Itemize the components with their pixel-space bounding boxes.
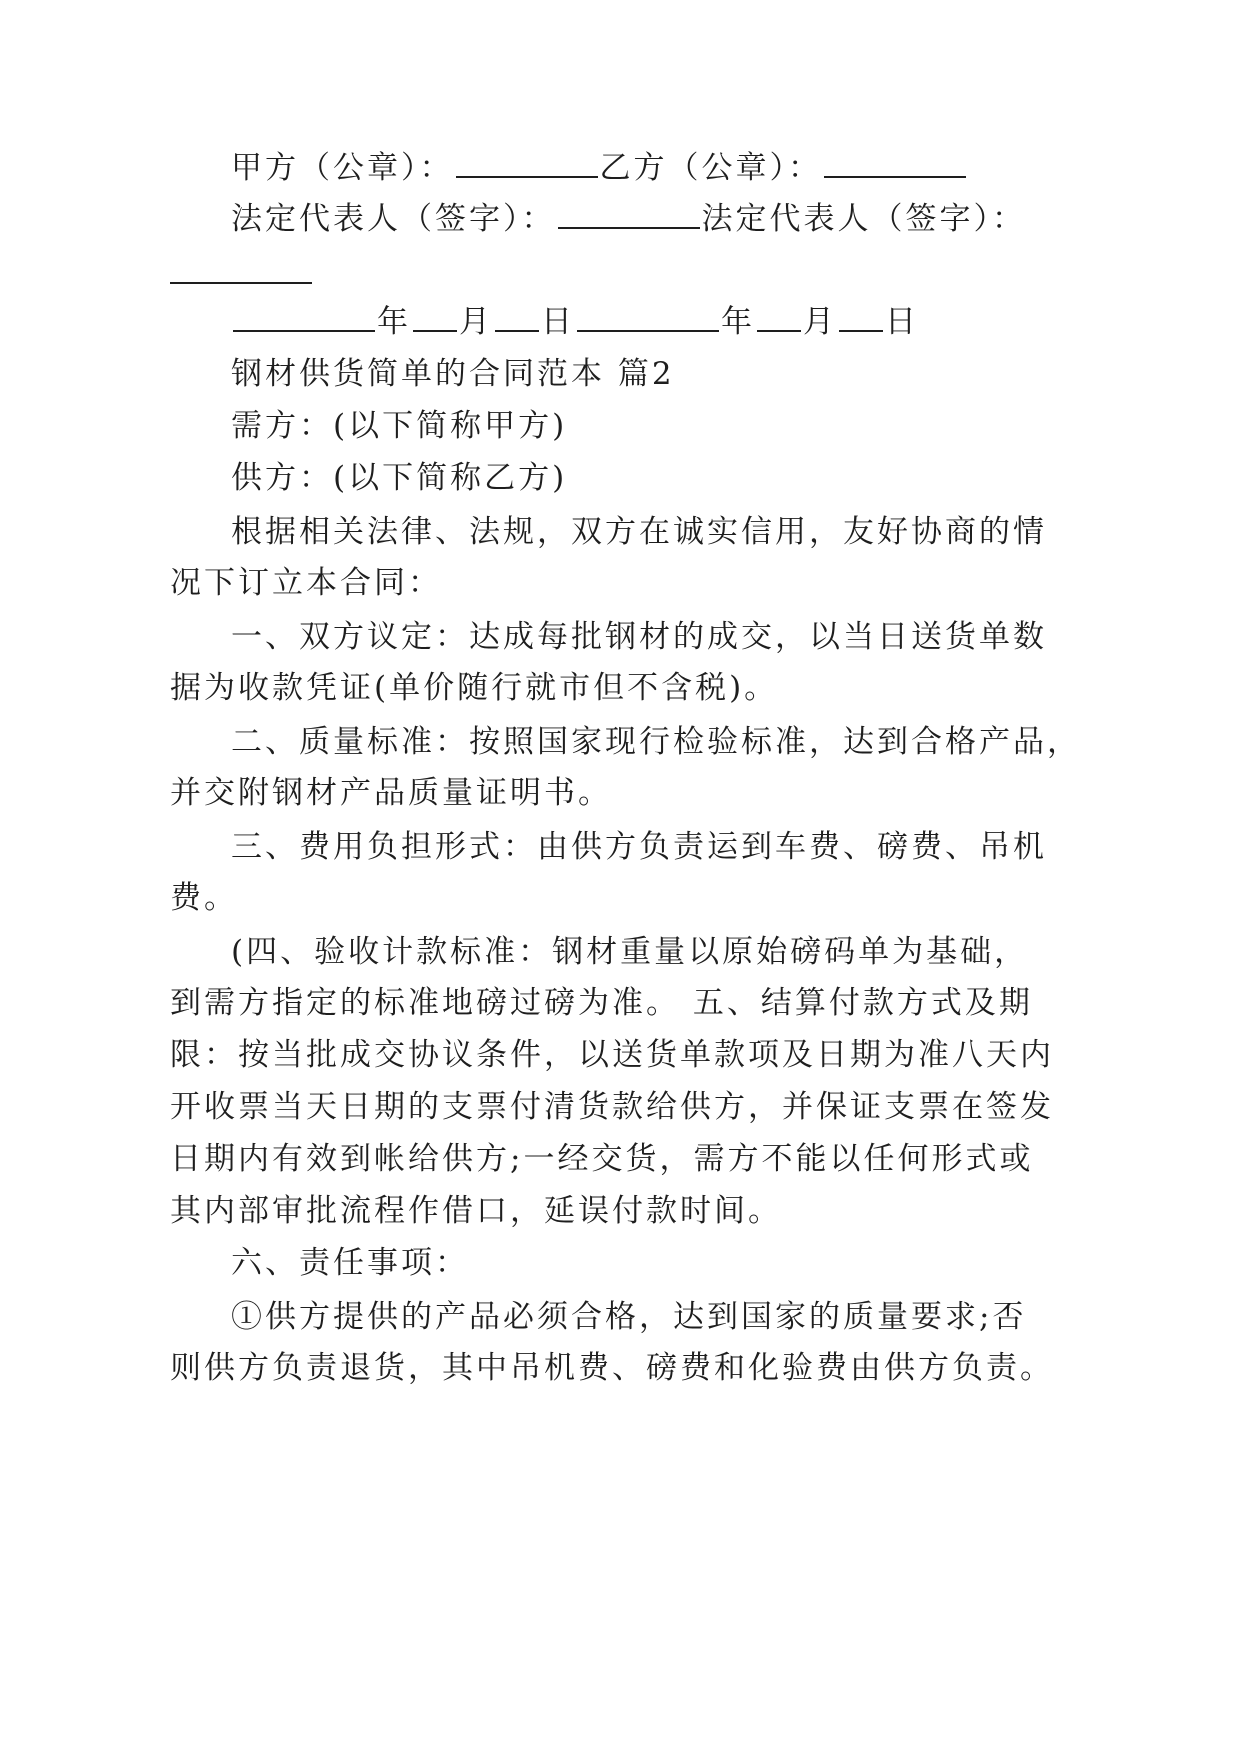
rep-b-sign-label: 法定代表人（签字）： bbox=[701, 201, 1026, 237]
clause-2-line-1: 二、质量标准：按照国家现行检验标准，达到合格产品， bbox=[231, 724, 1081, 760]
section-title: 钢材供货简单的合同范本 篇2 bbox=[231, 356, 675, 392]
clause-4-line-2: 到需方指定的标准地磅过磅为准。 五、结算付款方式及期 bbox=[170, 985, 1033, 1021]
clause-6-item-1-line-2: 则供方负责退货，其中吊机费、磅费和化验费由供方负责。 bbox=[170, 1350, 1054, 1386]
party-a-seal-blank bbox=[456, 148, 598, 178]
clause-4-line-6: 其内部审批流程作借口，延误付款时间。 bbox=[170, 1193, 782, 1229]
clause-4-line-1: (四、验收计款标准：钢材重量以原始磅码单为基础， bbox=[231, 934, 1029, 970]
year-a-label: 年 bbox=[377, 304, 411, 340]
clause-1-line-1: 一、双方议定：达成每批钢材的成交，以当日送货单数 bbox=[231, 619, 1047, 655]
rep-b-sign-blank bbox=[170, 282, 312, 284]
rep-a-sign-label: 法定代表人（签字）： bbox=[231, 201, 556, 237]
preamble-line-2: 况下订立本合同： bbox=[170, 565, 442, 601]
party-a-seal-label: 甲方（公章）： bbox=[231, 150, 454, 186]
party-b-seal-blank bbox=[824, 148, 966, 178]
clause-1-line-2: 据为收款凭证(单价随行就市但不含税)。 bbox=[170, 670, 779, 706]
year-b-blank bbox=[577, 302, 719, 332]
month-b-blank bbox=[757, 302, 801, 332]
day-a-blank bbox=[495, 302, 539, 332]
year-a-blank bbox=[233, 302, 375, 332]
clause-4-line-5: 日期内有效到帐给供方;一经交货，需方不能以任何形式或 bbox=[170, 1141, 1034, 1177]
clause-4-line-4: 开收票当天日期的支票付清货款给供方，并保证支票在签发 bbox=[170, 1089, 1054, 1125]
seal-line bbox=[231, 148, 968, 188]
day-b-label: 日 bbox=[885, 304, 919, 340]
clause-2-line-2: 并交附钢材产品质量证明书。 bbox=[170, 775, 612, 811]
clause-3-line-1: 三、费用负担形式：由供方负责运到车费、磅费、吊机 bbox=[231, 829, 1047, 865]
clause-4-line-3: 限：按当批成交协议条件，以送货单款项及日期为准八天内 bbox=[170, 1037, 1054, 1073]
rep-a-sign-blank bbox=[558, 199, 700, 229]
party-b-seal-label: 乙方（公章）： bbox=[599, 150, 822, 186]
buyer-line: 需方：(以下简称甲方) bbox=[231, 408, 568, 444]
month-a-label: 月 bbox=[459, 304, 493, 340]
supplier-line: 供方：(以下简称乙方) bbox=[231, 460, 568, 496]
representative-line bbox=[231, 199, 1026, 239]
day-a-label: 日 bbox=[541, 304, 575, 340]
preamble-line-1: 根据相关法律、法规，双方在诚实信用，友好协商的情 bbox=[231, 514, 1047, 550]
year-b-label: 年 bbox=[721, 304, 755, 340]
month-b-label: 月 bbox=[803, 304, 837, 340]
month-a-blank bbox=[413, 302, 457, 332]
clause-6-title: 六、责任事项： bbox=[231, 1245, 469, 1281]
date-line bbox=[231, 302, 919, 342]
clause-3-line-2: 费。 bbox=[170, 880, 238, 916]
clause-6-item-1-line-1: ①供方提供的产品必须合格，达到国家的质量要求;否 bbox=[231, 1299, 1027, 1335]
day-b-blank bbox=[839, 302, 883, 332]
